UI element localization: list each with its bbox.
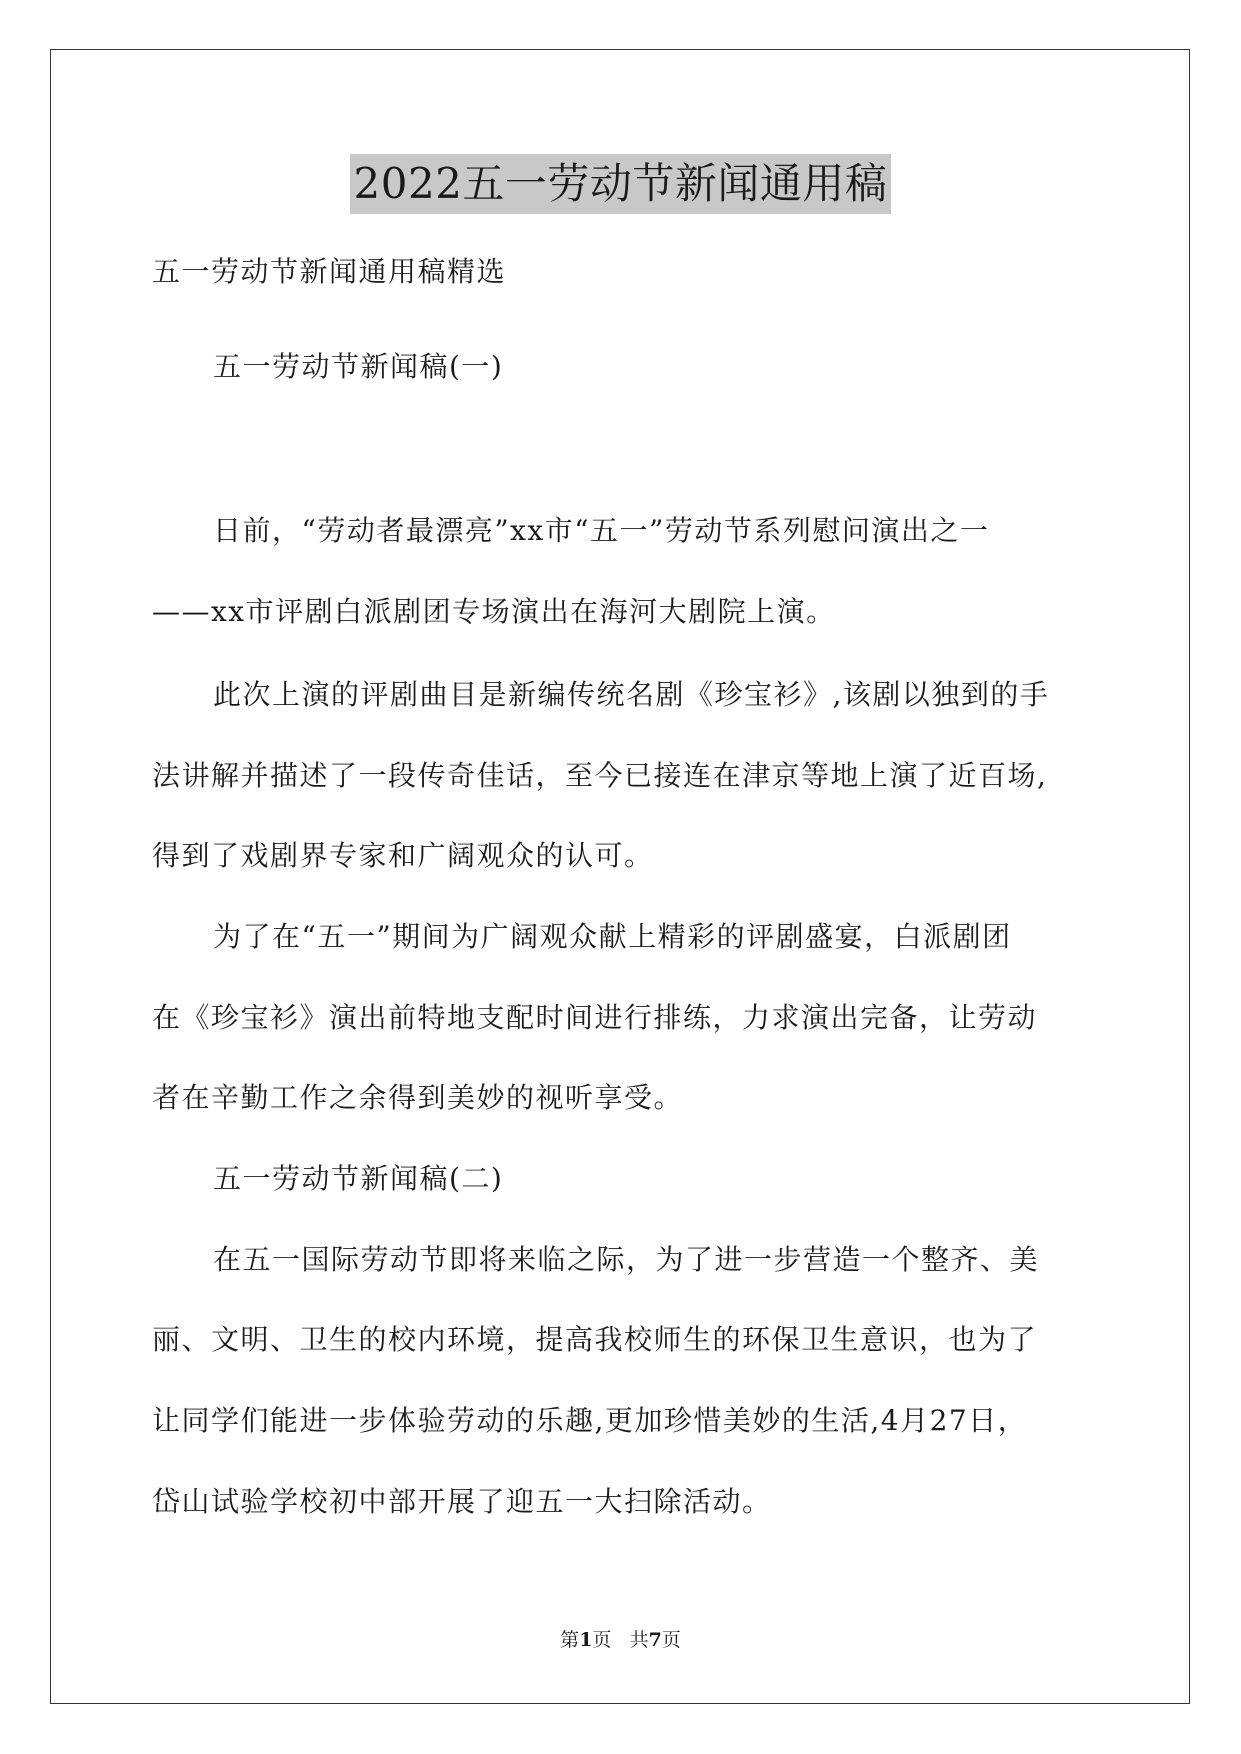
- body-line: 丽、文明、卫生的校内环境，提高我校师生的环保卫生意识，也为了: [152, 1323, 1038, 1356]
- body-line: 者在辛勤工作之余得到美妙的视听享受。: [152, 1081, 684, 1114]
- page-border: [50, 49, 1190, 1704]
- body-line: 此次上演的评剧曲目是新编传统名剧《珍宝衫》,该剧以独到的手: [213, 678, 1050, 711]
- page-number-prefix: 第: [560, 1629, 580, 1651]
- body-line: 日前，“劳动者最漂亮”xx市“五一”劳动节系列慰问演出之一: [213, 514, 990, 547]
- body-line: ——xx市评剧白派剧团专场演出在海河大剧院上演。: [152, 595, 836, 628]
- current-page-number: 1: [579, 1629, 593, 1651]
- section-heading-1: 五一劳动节新闻稿(一): [213, 350, 504, 383]
- document-title: 2022五一劳动节新闻通用稿: [350, 154, 892, 214]
- page-footer: [0, 1627, 1241, 1653]
- body-line: 让同学们能进一步体验劳动的乐趣,更加珍惜美妙的生活,4月27日，: [152, 1404, 1028, 1437]
- body-line: 得到了戏剧界专家和广阔观众的认可。: [152, 839, 654, 872]
- total-page-count: 7: [648, 1629, 662, 1651]
- body-line: 在《珍宝衫》演出前特地支配时间进行排练，力求演出完备，让劳动: [152, 1001, 1038, 1034]
- body-line: 法讲解并描述了一段传奇佳话，至今已接连在津京等地上演了近百场,: [152, 759, 1048, 792]
- body-line: 为了在“五一”期间为广阔观众献上精彩的评剧盛宴，白派剧团: [213, 920, 1012, 953]
- body-line: 岱山试验学校初中部开展了迎五一大扫除活动。: [152, 1485, 772, 1518]
- total-pages-prefix: 共: [629, 1629, 649, 1651]
- page-number-suffix: 页: [592, 1629, 612, 1651]
- total-pages-suffix: 页: [661, 1629, 681, 1651]
- section-heading-2: 五一劳动节新闻稿(二): [213, 1162, 504, 1195]
- body-line: 在五一国际劳动节即将来临之际，为了进一步营造一个整齐、美: [213, 1243, 1040, 1276]
- subtitle-line: 五一劳动节新闻通用稿精选: [152, 255, 507, 288]
- title-container: [0, 154, 1241, 214]
